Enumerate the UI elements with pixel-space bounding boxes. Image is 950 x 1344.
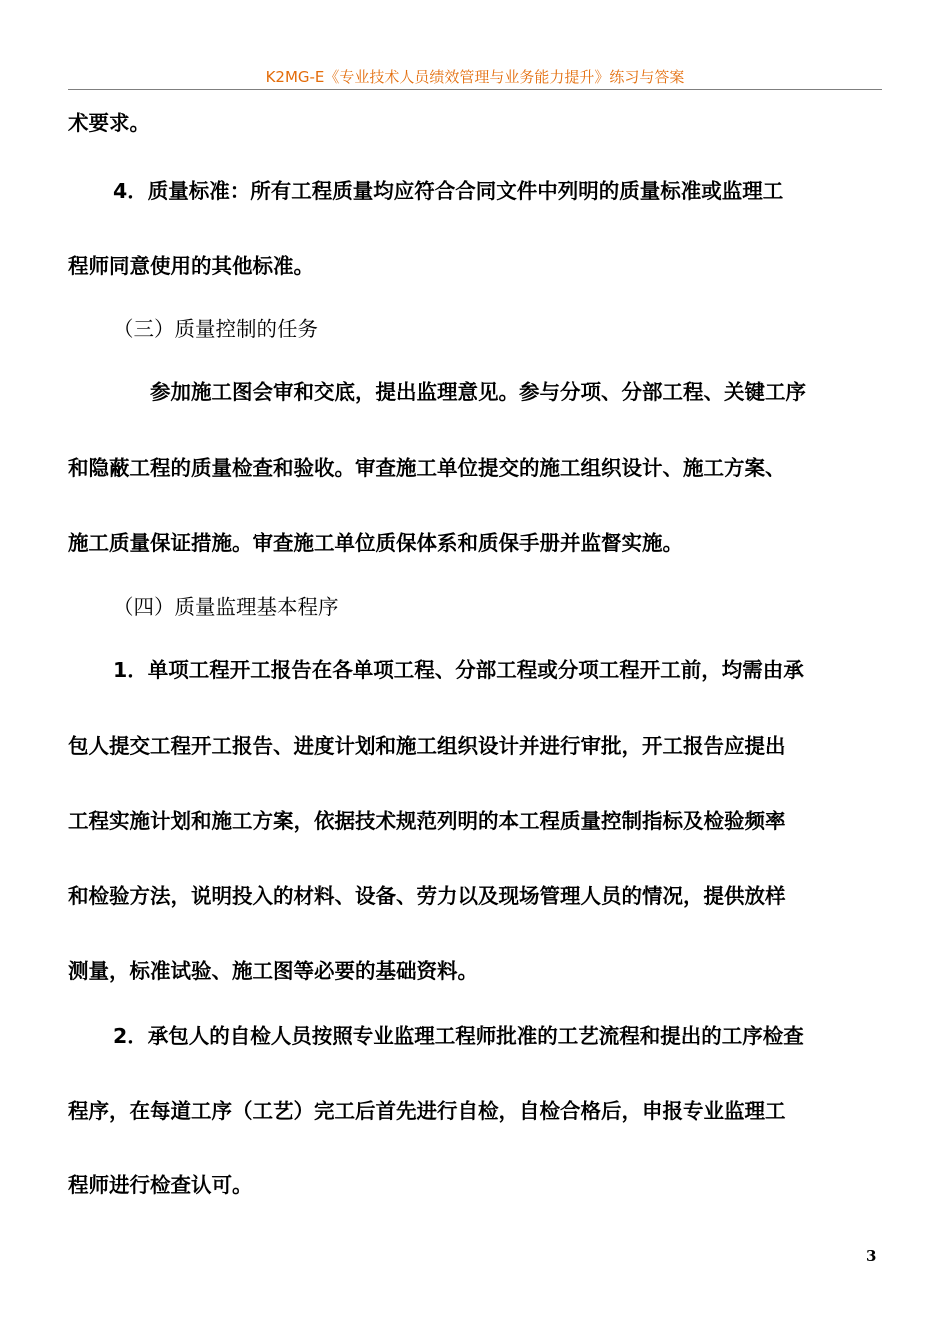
paragraph-line-11: 测量，标准试验、施工图等必要的基础资料。 [68,959,478,983]
paragraph-line-9: 工程实施计划和施工方案，依据技术规范列明的本工程质量控制指标及检验频率 [68,809,786,833]
paragraph-line-6: 施工质量保证措施。审查施工单位质保体系和质保手册并监督实施。 [68,531,683,555]
page-number: 3 [866,1247,877,1265]
paragraph-line-7: 1．单项工程开工报告在各单项工程、分部工程或分项工程开工前，均需由承 [113,658,804,682]
paragraph-line-14: 程师进行检查认可。 [68,1173,253,1197]
paragraph-line-12: 2．承包人的自检人员按照专业监理工程师批准的工艺流程和提出的工序检查 [113,1024,804,1048]
paragraph-line-2: 4．质量标准：所有工程质量均应符合合同文件中列明的质量标准或监理工 [113,179,784,203]
section-heading-3: （三）质量控制的任务 [113,317,318,341]
paragraph-line-1: 术要求。 [68,111,150,135]
paragraph-line-13: 程序，在每道工序（工艺）完工后首先进行自检，自检合格后，申报专业监理工 [68,1099,786,1123]
paragraph-line-5: 和隐蔽工程的质量检查和验收。审查施工单位提交的施工组织设计、施工方案、 [68,456,786,480]
page-header-title: K2MG-E《专业技术人员绩效管理与业务能力提升》练习与答案 [265,68,685,86]
paragraph-line-3: 程师同意使用的其他标准。 [68,254,314,278]
section-heading-4: （四）质量监理基本程序 [113,595,339,619]
paragraph-line-8: 包人提交工程开工报告、进度计划和施工组织设计并进行审批，开工报告应提出 [68,734,786,758]
paragraph-line-4: 参加施工图会审和交底，提出监理意见。参与分项、分部工程、关键工序 [150,380,806,404]
paragraph-line-10: 和检验方法，说明投入的材料、设备、劳力以及现场管理人员的情况，提供放样 [68,884,786,908]
header-divider [68,89,882,90]
